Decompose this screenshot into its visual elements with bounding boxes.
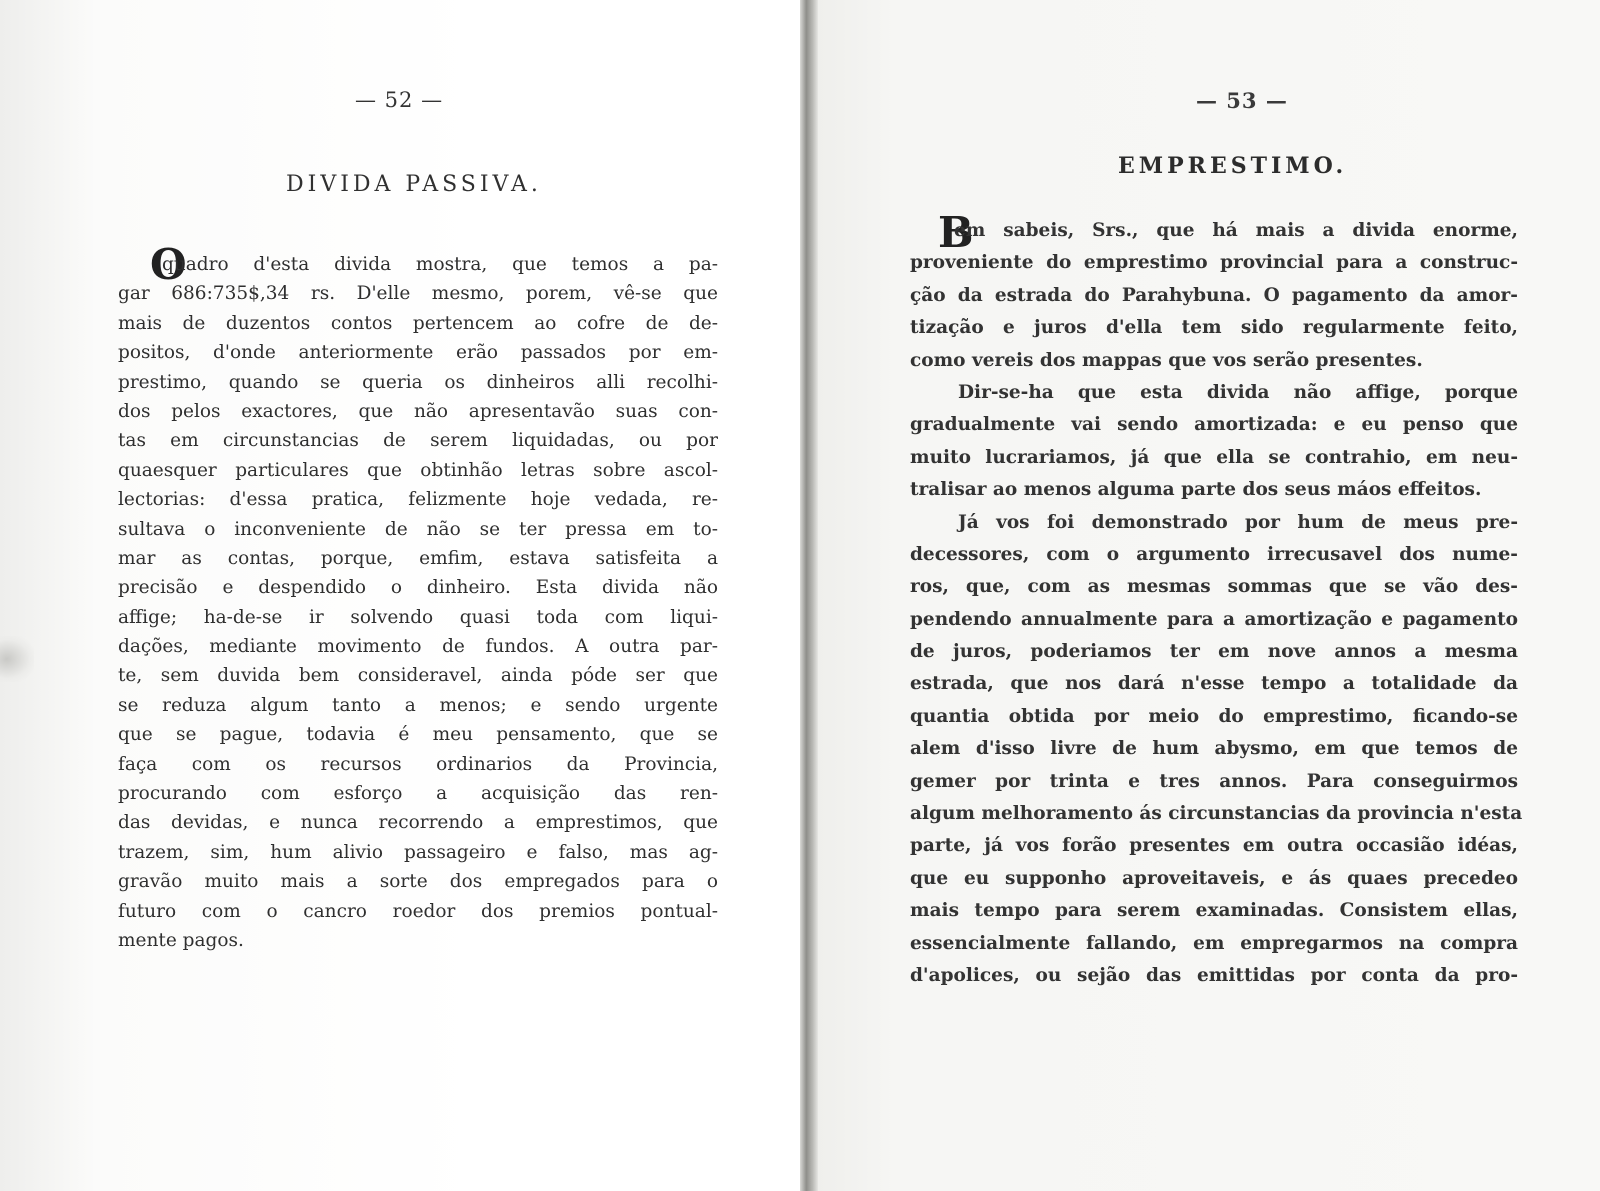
drop-cap-b: B xyxy=(938,208,974,257)
page-edge-stain xyxy=(0,636,34,682)
drop-cap-o: O xyxy=(150,240,187,289)
text-line: gravão muito mais a sorte dos empregados para o xyxy=(118,871,718,893)
text-line: Dir-se-ha que esta divida não affige, porque xyxy=(958,381,1518,403)
section-heading-emprestimo: EMPRESTIMO. xyxy=(1118,153,1348,179)
text-line: dações, mediante movimento de fundos. A outra par- xyxy=(118,636,718,658)
text-line: de juros, poderiamos ter em nove annos a mesma xyxy=(910,641,1518,663)
text-line: affige; ha-de-se ir solvendo quasi toda com liqui- xyxy=(118,606,718,628)
text-line: positos, d'onde anteriormente erão passados por em- xyxy=(118,342,718,364)
page-number-53: — 53 — xyxy=(1196,88,1288,113)
text-line: se reduza algum tanto a menos; e sendo urgente xyxy=(118,694,718,716)
page-number-52: — 52 — xyxy=(355,88,444,112)
text-line: te, sem duvida bem consideravel, ainda póde ser que xyxy=(118,665,718,687)
text-line: proveniente do emprestimo provincial para a construc- xyxy=(910,252,1518,274)
text-line: algum melhoramento ás circunstancias da provincia n'esta xyxy=(910,803,1523,825)
text-line: mais tempo para serem examinadas. Consistem ellas, xyxy=(910,900,1518,922)
text-line: muito lucrariamos, já que ella se contrahio, em neu- xyxy=(910,446,1518,468)
right-page-body xyxy=(910,215,1523,992)
text-line: em sabeis, Srs., que há mais a divida enorme, xyxy=(954,220,1518,241)
text-line: ção da estrada do Parahybuna. O pagamento da amor- xyxy=(910,284,1518,306)
text-line: que se pague, todavia é meu pensamento, que se xyxy=(118,724,718,746)
text-line: pendendo annualmente para a amortização e pagamento xyxy=(910,608,1518,630)
text-line: tas em circunstancias de serem liquidadas, ou por xyxy=(118,430,718,452)
text-line: gemer por trinta e tres annos. Para conseguirmos xyxy=(910,770,1518,792)
text-line: alem d'isso livre de hum abysmo, em que temos de xyxy=(910,738,1518,760)
text-line: tralisar ao menos alguma parte dos seus máos effeitos. xyxy=(910,479,1482,501)
text-line: mente pagos. xyxy=(118,929,244,951)
text-line: d'apolices, ou sejão das emittidas por conta da pro- xyxy=(910,964,1518,986)
book-gutter xyxy=(800,0,818,1191)
text-line: ros, que, com as mesmas sommas que se vão des- xyxy=(910,576,1518,598)
text-line: das devidas, e nunca recorrendo a emprestimos, que xyxy=(118,812,718,834)
text-line: mar as contas, porque, emfim, estava satisfeita a xyxy=(118,547,718,569)
text-line: trazem, sim, hum alivio passageiro e falso, mas ag- xyxy=(118,841,718,863)
text-line: sultava o inconveniente de não se ter pressa em to- xyxy=(118,518,718,540)
text-line: como vereis dos mappas que vos serão presentes. xyxy=(910,349,1423,371)
text-line: precisão e despendido o dinheiro. Esta divida não xyxy=(118,577,718,599)
text-line: parte, já vos forão presentes em outra occasião idéas, xyxy=(910,835,1518,857)
text-line: dos pelos exactores, que não apresentavão suas con- xyxy=(118,400,718,422)
section-heading-divida-passiva: DIVIDA PASSIVA. xyxy=(286,172,542,197)
text-line: que eu supponho aproveitaveis, e ás quaes precedeo xyxy=(910,867,1518,889)
text-line: gar 686:735$,34 rs. D'elle mesmo, porem, vê-se que xyxy=(118,283,718,305)
text-line: futuro com o cancro roedor dos premios pontual- xyxy=(118,900,718,922)
text-line: faça com os recursos ordinarios da Provincia, xyxy=(118,753,718,775)
text-line: quaesquer particulares que obtinhão letras sobre ascol- xyxy=(118,459,718,481)
right-page xyxy=(818,0,1600,1191)
text-line: prestimo, quando se queria os dinheiros alli recolhi- xyxy=(118,371,718,393)
text-line: Já vos foi demonstrado por hum de meus pre- xyxy=(958,511,1518,533)
text-line: mais de duzentos contos pertencem ao cofre de de- xyxy=(118,312,718,334)
text-line: procurando com esforço a acquisição das ren- xyxy=(118,783,718,805)
text-line: estrada, que nos dará n'esse tempo a totalidade da xyxy=(910,673,1518,695)
text-line: essencialmente fallando, em empregarmos na compra xyxy=(910,932,1518,954)
text-line: tização e juros d'ella tem sido regularmente feito, xyxy=(910,317,1518,339)
text-line: lectorias: d'essa pratica, felizmente hoje vedada, re- xyxy=(118,489,718,511)
text-line: quantia obtida por meio do emprestimo, ficando-se xyxy=(910,705,1518,727)
left-page-body xyxy=(118,250,718,955)
text-line: gradualmente vai sendo amortizada: e eu penso que xyxy=(910,414,1518,436)
text-line: decessores, com o argumento irrecusavel dos nume- xyxy=(910,543,1518,565)
text-line: quadro d'esta divida mostra, que temos a pa- xyxy=(162,254,718,275)
